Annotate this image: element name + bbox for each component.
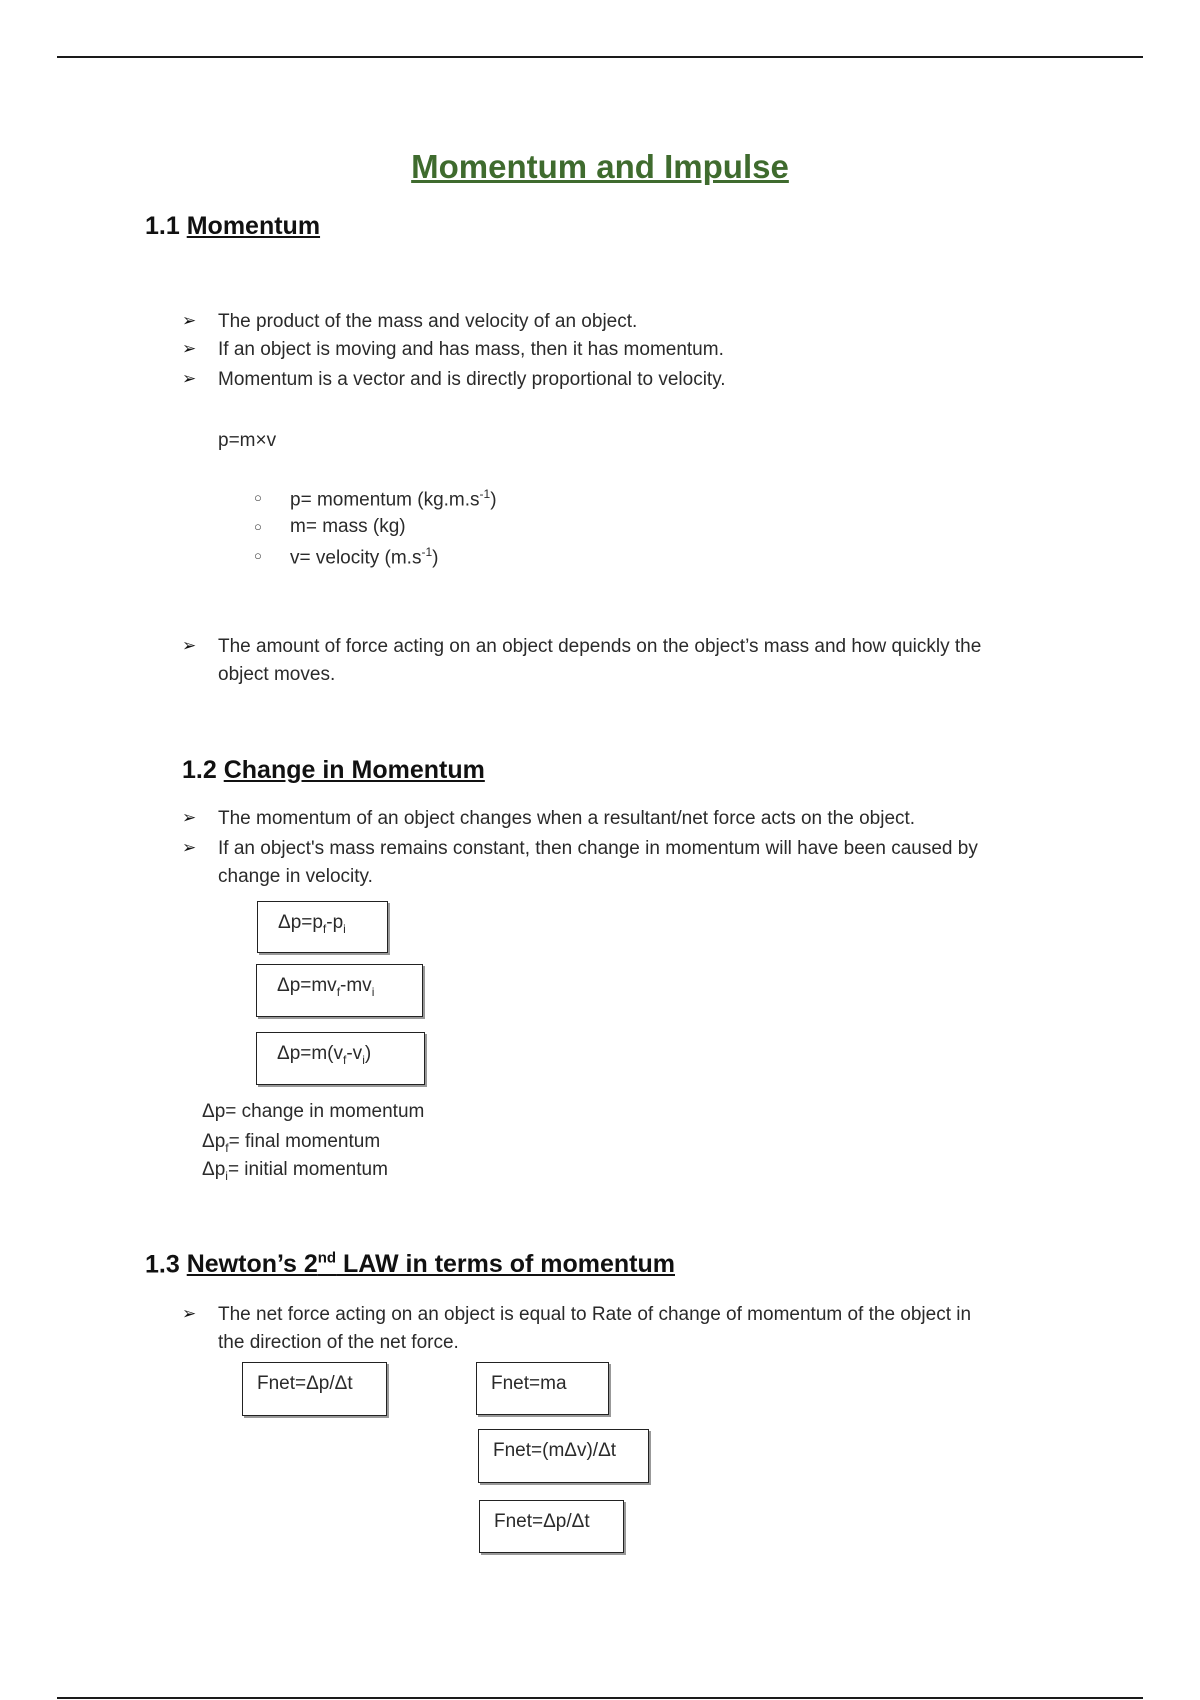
formula-box: $\Delta p=m(v_f-v_i)$: [256, 1032, 425, 1085]
arrow-bullet-icon: ➢: [182, 1304, 197, 1323]
legend-item: $\Delta p_f=$ final momentum: [202, 1131, 381, 1155]
formula-box: Fnet=Δp/Δt: [479, 1500, 624, 1553]
list-item: ➢ The amount of force acting on an object depends on the object’s mass and how quickly the: [182, 636, 982, 657]
page-title: Momentum and Impulse: [411, 148, 789, 185]
momentum-formula: p=m×v: [218, 430, 277, 451]
list-item-continuation: object moves.: [218, 664, 336, 685]
definition-item: ○ p= momentum $(kg.m.s^{-1})$: [254, 487, 497, 511]
formula-box: $\Delta p=p_f-p_i$: [257, 901, 388, 953]
arrow-bullet-icon: ➢: [182, 838, 197, 857]
top-rule: [57, 56, 1143, 58]
formula-box: Fnet=Δp/Δt: [242, 1362, 387, 1416]
circle-bullet-icon: ○: [254, 519, 262, 534]
section-title: Change in Momentum: [223, 756, 485, 784]
legend-item: $\Delta p_i=$ initial momentum: [202, 1159, 388, 1183]
arrow-bullet-icon: ➢: [182, 369, 197, 388]
arrow-bullet-icon: ➢: [182, 311, 197, 330]
list-item-continuation: change in velocity.: [218, 866, 373, 887]
arrow-bullet-icon: ➢: [182, 636, 197, 655]
list-item: ➢ If an object is moving and has mass, then it has momentum.: [182, 339, 724, 360]
list-item: ➢ Momentum is a vector and is directly proportional to velocity.: [182, 369, 726, 390]
list-item: ➢ If an object's mass remains constant, then change in momentum will have been caused by: [182, 838, 978, 859]
definition-item: ○ v= velocity $(m.s^{-1})$: [254, 545, 439, 569]
section-heading-1-1: [145, 212, 320, 241]
circle-bullet-icon: ○: [254, 548, 262, 563]
arrow-bullet-icon: ➢: [182, 339, 197, 358]
circle-bullet-icon: ○: [254, 490, 262, 505]
section-title: Newton’s 2nd LAW in terms of momentum: [186, 1250, 675, 1279]
list-item: ➢ The product of the mass and velocity of an object.: [182, 311, 638, 332]
formula-box: Fnet=(mΔv)/Δt: [478, 1429, 649, 1483]
definition-item: ○ m= mass (kg): [254, 516, 406, 537]
list-item-continuation: the direction of the net force.: [218, 1332, 459, 1353]
section-title: Momentum: [186, 212, 321, 240]
section-number: 1.1: [145, 212, 180, 240]
formula-box: $\Delta p=mv_f-mv_i$: [256, 964, 423, 1017]
legend-item: Δp= change in momentum: [202, 1101, 425, 1122]
formula-box: Fnet=ma: [476, 1362, 609, 1415]
list-item: ➢ The momentum of an object changes when a resultant/net force acts on the object.: [182, 808, 916, 829]
section-heading-1-3: [145, 1250, 675, 1279]
section-heading-1-2: [182, 756, 485, 785]
arrow-bullet-icon: ➢: [182, 808, 197, 827]
bottom-rule: [57, 1697, 1143, 1699]
section-number: 1.2: [182, 756, 217, 784]
section-number: 1.3: [145, 1250, 180, 1279]
list-item: ➢ The net force acting on an object is equal to Rate of change of momentum of the object in: [182, 1304, 972, 1325]
